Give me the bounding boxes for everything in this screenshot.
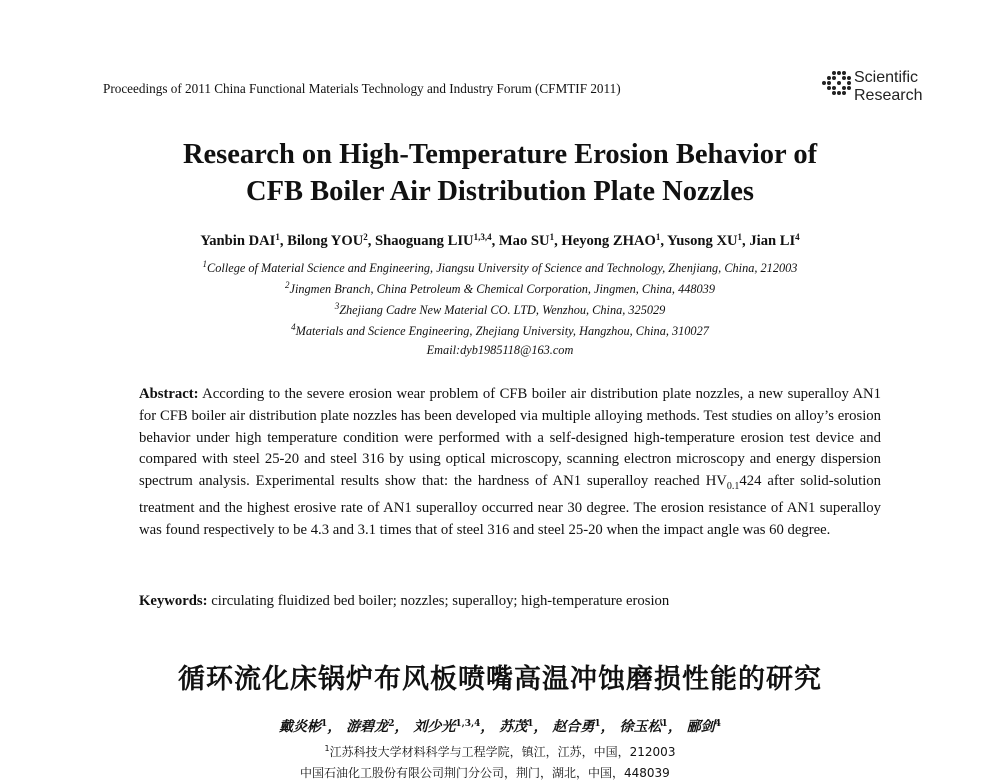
author-name: Yusong XU (667, 233, 738, 249)
abstract (139, 384, 881, 542)
cn-author-name: 赵合勇 (552, 719, 595, 735)
affiliation-3: $^3$Zhejiang Cadre New Material CO. LTD, Wenzhou, China, 325029 (334, 301, 666, 317)
author-affiliation-mark: 1,3,4 (473, 232, 492, 242)
publisher-name-line2: Research (854, 87, 923, 104)
author-affiliation-mark: 1 (655, 232, 661, 242)
author-email: Email:dyb1985118@163.com (426, 343, 574, 357)
author-affiliation-mark: 1 (737, 232, 743, 242)
author-affiliation-mark: 4 (795, 232, 800, 242)
author-list: Yanbin DAI$^1$, Bilong YOU$^2$, Shaoguang LIU$^{1,3,4}$, Mao $SU^1$, Heyong ZHAO$^1$, Yusong $XU^1$, Jian $LI^4$ (200, 232, 800, 249)
abstract-text-part2: 424 after solid-solution treatment and the highest erosive rate of AN1 superalloy occurred near 30 degree. The erosion resistance of AN1 superalloy was found respectively to be 4.3 and 3.1 times that of steel 316 and steel 25-20 when the impact angle was 60 degree. (139, 473, 881, 538)
keywords-text: circulating fluidized bed boiler; nozzles; superalloy; high-temperature erosion (207, 593, 670, 609)
cn-author-name: 戴炎彬 (279, 719, 322, 735)
keywords-label: Keywords: (139, 593, 208, 609)
author-name: Heyong ZHAO (561, 233, 656, 249)
author-affiliation-mark: 1 (549, 232, 555, 242)
author-name: Bilong YOU (287, 233, 364, 249)
keywords (139, 593, 669, 610)
affiliation-4: $^4$Materials and Science Engineering, Zhejiang University, Hangzhou, China, 310027 (291, 322, 709, 338)
cn-author-name: 刘少光 (413, 719, 456, 735)
author-name: Jian LI (749, 233, 796, 249)
cn-author-name: 郦剑 (686, 719, 715, 735)
author-name: Yanbin DAI (200, 233, 276, 249)
title-line-1: Research on High-Temperature Erosion Behavior of (182, 139, 818, 170)
author-affiliation-mark: 1 (275, 232, 280, 242)
author-name: Shaoguang LIU (375, 233, 474, 249)
chinese-affiliation-1: $^1$江苏科技大学材料科学与工程学院，镇江，江苏，中国，212003 (324, 744, 676, 759)
author-name: Mao SU (498, 233, 550, 249)
cn-author-name: 徐玉松 (619, 719, 662, 735)
abstract-label: Abstract: (139, 386, 199, 402)
publisher-name-line1: Scientific (854, 69, 919, 86)
proceedings-header: Proceedings of 2011 China Functional Materials Technology and Industry Forum (CFMTIF 2011) (103, 81, 621, 96)
chinese-title: 循环流化床锅炉布风板喷嘴高温冲蚀磨损性能的研究 (178, 664, 822, 695)
chinese-author-list: 戴炎彬$^1$， 游碧龙$^2$， 刘少光$^{1,3,4}$， 苏茂$^1$， 赵合勇$^1$， 徐玉松$^1$， 郦剑$^4$ (279, 719, 721, 735)
scientific-research-logo-icon (820, 67, 856, 103)
cn-author-name: 苏茂 (499, 719, 528, 735)
abstract-text-part1: According to the severe erosion wear problem of CFB boiler air distribution plate nozzles, a new superalloy AN1 for CFB boiler air distribution plate nozzles has been developed via multiple alloying methods. Test studies on alloy’s erosion behavior under high temperature condition were performed with a self-designed high-temperature erosion test device and compared with steel 25-20 and steel 316 by using optical microscopy, scanning electron microscopy and energy dispersion spectrum analysis. Experimental results show that: the hardness of AN1 superalloy reached HV (139, 386, 881, 490)
cn-author-name: 游碧龙 (346, 719, 389, 735)
hardness-subscript: 0.1 (726, 481, 740, 493)
affiliation-1: $^1$College of Material Science and Engineering, Jiangsu University of Science and Technology, Zhenjiang, China, 212003 (202, 259, 798, 275)
affiliation-2: $^2$Jingmen Branch, China Petroleum & Chemical Corporation, Jingmen, China, 448039 (285, 280, 715, 296)
chinese-affiliation-2: 中国石油化工股份有限公司荆门分公司，荆门，湖北，中国，448039 (300, 766, 670, 780)
publisher-logo (820, 67, 930, 107)
title-line-2: CFB Boiler Air Distribution Plate Nozzles (246, 176, 754, 207)
paper-title (0, 136, 1000, 210)
author-affiliation-mark: 2 (363, 232, 368, 242)
